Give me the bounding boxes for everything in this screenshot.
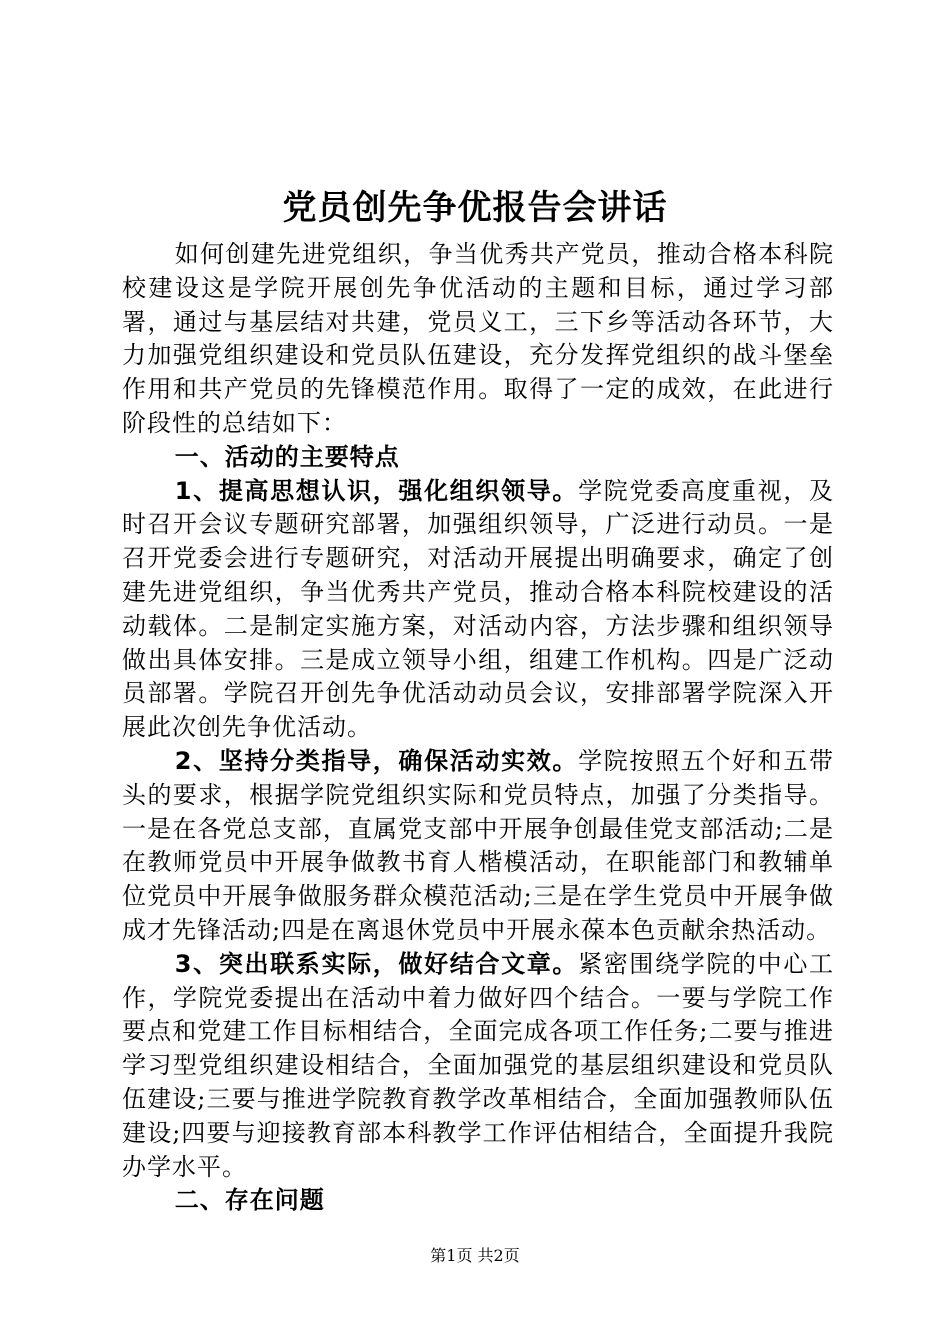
section-heading-features: 一、活动的主要特点 <box>174 442 400 471</box>
document-title: 党员创先争优报告会讲话 <box>282 188 668 228</box>
document-body <box>122 238 834 1218</box>
item-lead-2: 2、坚持分类指导，确保活动实效。 <box>174 746 579 775</box>
item-paragraph-1 <box>122 475 834 745</box>
item-text-3: 紧密围绕学院的中心工作，学院党委提出在活动中着力做好四个结合。一要与学院工作要点和党建工作目标相结合，全面完成各项工作任务;二要与推进学习型党组织建设相结合，全面加强党的基层组织建设和党员队伍建设;三要与推进学院教育教学改革相结合，全面加强教师队伍建设;四要与迎接教育部本科教学工作评估相结合，全面提升我院办学水平。 <box>122 949 835 1181</box>
intro-paragraph: 如何创建先进党组织，争当优秀共产党员，推动合格本科院校建设这是学院开展创先争优活动的主题和目标，通过学习部署，通过与基层结对共建，党员义工，三下乡等活动各环节，大力加强党组织建设和党员队伍建设，充分发挥党组织的战斗堡垒作用和共产党员的先锋模范作用。取得了一定的成效，在此进行阶段性的总结如下： <box>122 240 834 437</box>
item-lead-3: 3、突出联系实际，做好结合文章。 <box>174 949 579 978</box>
section-heading-problems: 二、存在问题 <box>174 1186 325 1215</box>
item-lead-1: 1、提高思想认识，强化组织领导。 <box>174 476 579 505</box>
item-paragraph-3 <box>122 948 834 1185</box>
page-indicator: 第1页 共2页 <box>430 1246 520 1265</box>
item-text-1: 学院党委高度重视，及时召开会议专题研究部署，加强组织领导，广泛进行动员。一是召开党委会进行专题研究，对活动开展提出明确要求，确定了创建先进党组织，争当优秀共产党员，推动合格本科院校建设的活动载体。二是制定实施方案，对活动内容，方法步骤和组织领导做出具体安排。三是成立领导小组，组建工作机构。四是广泛动员部署。学院召开创先争优活动动员会议，安排部署学院深入开展此次创先争优活动。 <box>122 476 835 742</box>
item-text-2: 学院按照五个好和五带头的要求，根据学院党组织实际和党员特点，加强了分类指导。一是在各党总支部，直属党支部中开展争创最佳党支部活动;二是在教师党员中开展争做教书育人楷模活动，在职能部门和教辅单位党员中开展争做服务群众模范活动;三是在学生党员中开展争做成才先锋活动;四是在离退休党员中开展永葆本色贡献余热活动。 <box>122 746 835 944</box>
item-paragraph-2 <box>122 745 834 948</box>
